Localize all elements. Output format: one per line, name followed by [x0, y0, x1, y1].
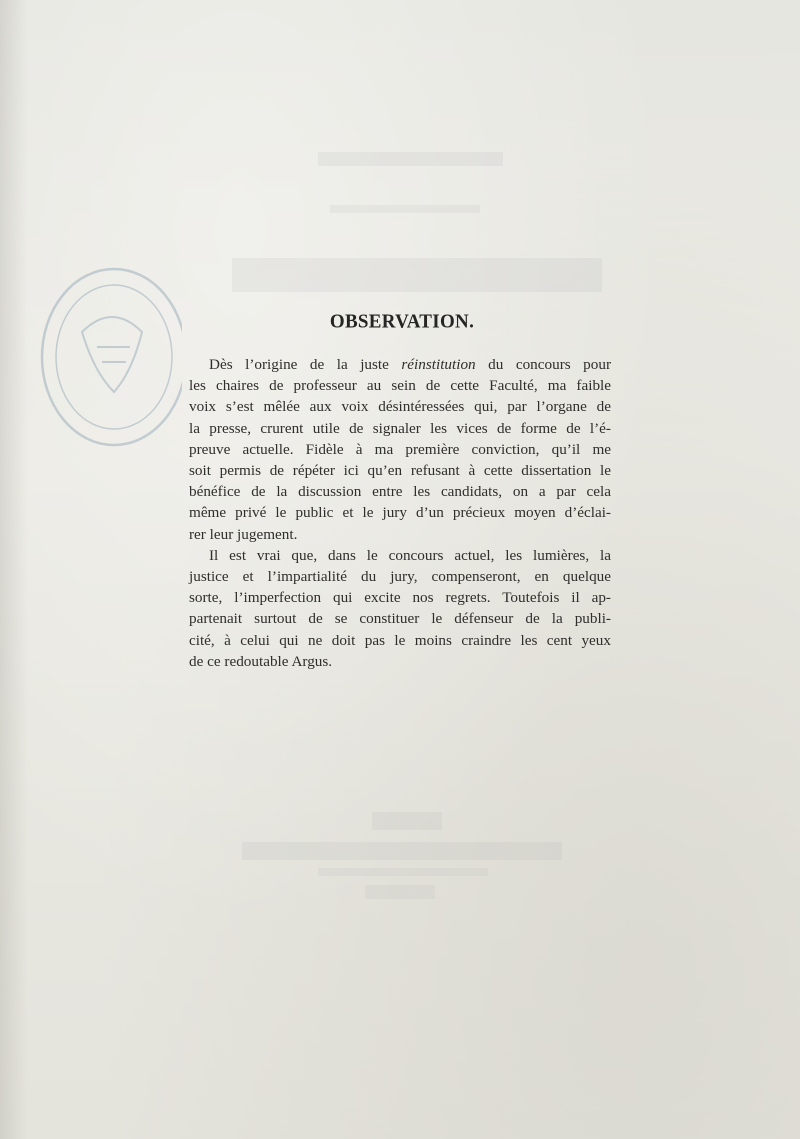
text-line: preuve actuelle. Fidèle à ma première conviction, qu’il me	[189, 440, 611, 458]
bleed-shape	[330, 205, 480, 213]
bleed-shape	[372, 812, 442, 830]
bleed-shape	[318, 152, 503, 166]
text-line: Dès l’origine de la juste réinstitution du concours pour	[209, 356, 611, 373]
bleed-shape	[318, 868, 488, 876]
text-line: bénéfice de la discussion entre les candidats, on a par cela	[189, 483, 611, 501]
text-line: les chaires de professeur au sein de cette Faculté, ma faible	[189, 377, 611, 395]
text-line: même privé le public et le jury d’un précieux moyen d’éclai-	[189, 504, 611, 522]
text-line: rer leur jugement.	[189, 525, 298, 543]
text-line: cité, à celui qui ne doit pas le moins craindre les cent yeux	[189, 631, 611, 649]
page-title: OBSERVATION.	[329, 310, 475, 333]
text-line: voix s’est mêlée aux voix désintéressées qui, par l’organe de	[189, 398, 611, 416]
paragraph-2	[189, 545, 611, 672]
text-line: la presse, crurent utile de signaler les vices de forme de l’é-	[189, 419, 611, 437]
page-edge-shadow	[0, 0, 28, 1139]
bleed-shape	[242, 842, 562, 860]
text-line: soit permis de répéter ici qu’en refusant à cette dissertation le	[189, 462, 611, 480]
text-line: partenait surtout de se constituer le défenseur de la publi-	[189, 610, 611, 628]
paragraph-1	[189, 354, 611, 545]
body-text	[189, 354, 611, 672]
bleed-shape	[232, 258, 602, 292]
italic-word: réinstitution	[401, 356, 476, 373]
text-line: Il est vrai que, dans le concours actuel, les lumières, la	[209, 546, 611, 564]
text-line: de ce redoutable Argus.	[189, 652, 333, 670]
text-line: justice et l’impartialité du jury, compenseront, en quelque	[189, 568, 611, 586]
text-line: sorte, l’imperfection qui excite nos regrets. Toutefois il ap-	[189, 589, 611, 607]
library-stamp-icon	[22, 262, 182, 462]
bleed-shape	[365, 885, 435, 899]
